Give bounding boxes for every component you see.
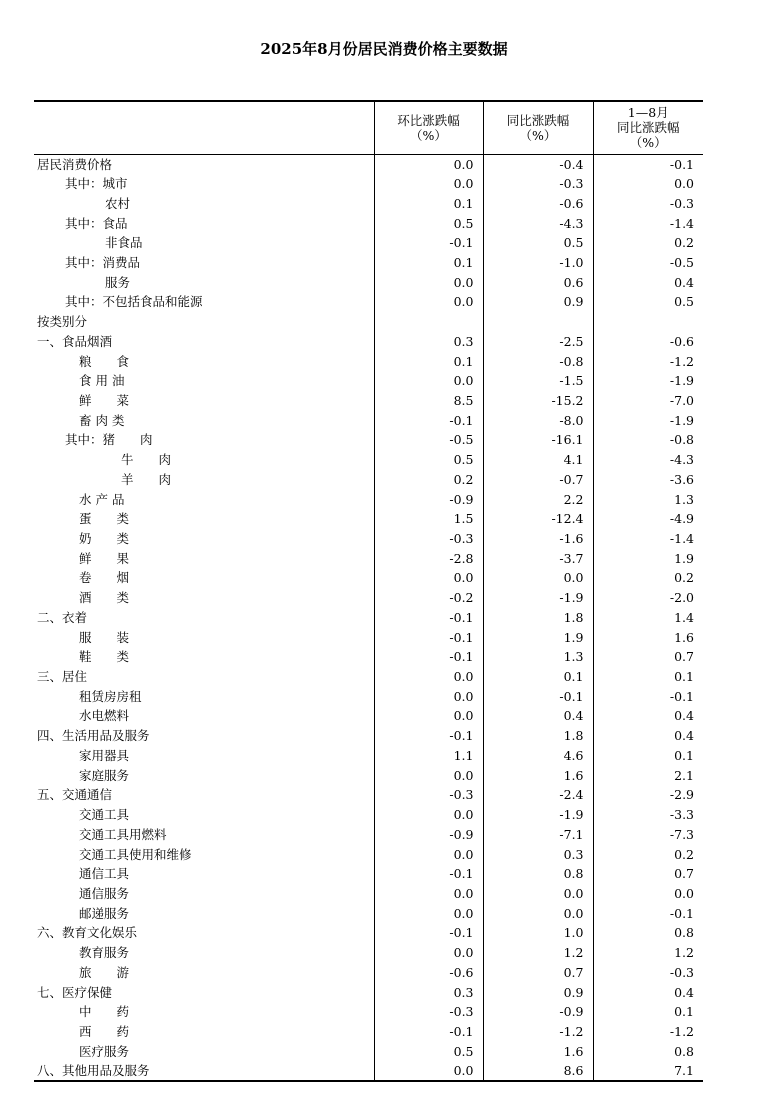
yoy-value: 4.1 (483, 450, 593, 470)
row-label: 奶 类 (79, 531, 130, 547)
cpi-table (34, 100, 703, 1082)
ytd-value: -1.4 (593, 529, 703, 549)
row-label: 非食品 (105, 235, 143, 251)
table-row (34, 588, 703, 608)
table-row (34, 1002, 703, 1022)
yoy-value: -0.4 (483, 154, 593, 174)
row-label: 交通工具使用和维修 (79, 846, 192, 862)
header-yoy-unit: （%） (519, 127, 557, 143)
table-row (34, 312, 703, 332)
table-row (34, 982, 703, 1002)
row-label: 医疗服务 (79, 1043, 130, 1059)
table-row (34, 233, 703, 253)
table-row (34, 844, 703, 864)
row-label: 交通工具 (79, 807, 130, 823)
yoy-value: 2.2 (483, 489, 593, 509)
ytd-value: 0.8 (593, 923, 703, 943)
mom-value: 0.0 (374, 765, 483, 785)
ytd-value: 1.3 (593, 489, 703, 509)
table-row (34, 548, 703, 568)
mom-value: -0.6 (374, 962, 483, 982)
row-label: 五、交通通信 (37, 787, 113, 803)
ytd-value: 0.2 (593, 233, 703, 253)
yoy-value: 0.7 (483, 962, 593, 982)
yoy-value: -1.9 (483, 805, 593, 825)
mom-value: -0.1 (374, 627, 483, 647)
table-row (34, 686, 703, 706)
mom-value: 0.0 (374, 667, 483, 687)
table-row (34, 529, 703, 549)
yoy-value: -0.3 (483, 174, 593, 194)
ytd-value: -7.3 (593, 824, 703, 844)
ytd-value: -3.3 (593, 805, 703, 825)
mom-value: 0.0 (374, 272, 483, 292)
ytd-value: -0.3 (593, 962, 703, 982)
row-label: 家用器具 (79, 747, 130, 763)
table-row (34, 884, 703, 904)
row-label: 四、生活用品及服务 (37, 728, 150, 744)
yoy-value: -12.4 (483, 509, 593, 529)
mom-value: -0.1 (374, 726, 483, 746)
mom-value: 0.5 (374, 213, 483, 233)
ytd-value: 0.5 (593, 292, 703, 312)
table-row (34, 706, 703, 726)
yoy-value: 0.1 (483, 667, 593, 687)
row-label: 鲜 果 (79, 550, 130, 566)
row-label: 服务 (105, 274, 131, 290)
table-row (34, 450, 703, 470)
row-label: 三、居住 (37, 669, 88, 685)
table-row (34, 391, 703, 411)
mom-value: -2.8 (374, 548, 483, 568)
table-row (34, 1022, 703, 1042)
ytd-value: 1.9 (593, 548, 703, 568)
yoy-value: 4.6 (483, 746, 593, 766)
yoy-value: 8.6 (483, 1061, 593, 1081)
yoy-value: -0.8 (483, 351, 593, 371)
header-ytd-period: 1—8月 (627, 105, 669, 121)
mom-value: -0.1 (374, 608, 483, 628)
mom-value: 1.5 (374, 509, 483, 529)
ytd-value: 0.4 (593, 982, 703, 1002)
table-row (34, 903, 703, 923)
row-label: 按类别分 (37, 314, 88, 330)
header-yoy (483, 101, 593, 154)
ytd-value: 2.1 (593, 765, 703, 785)
ytd-value: -2.0 (593, 588, 703, 608)
yoy-value: 1.6 (483, 1041, 593, 1061)
row-label: 卷 烟 (79, 570, 130, 586)
ytd-value: -0.1 (593, 903, 703, 923)
mom-value: 0.0 (374, 686, 483, 706)
mom-value: 0.3 (374, 982, 483, 1002)
row-label: 服 装 (79, 629, 130, 645)
row-label: 水电燃料 (79, 708, 130, 724)
mom-value: -0.5 (374, 430, 483, 450)
row-label: 西 药 (79, 1023, 130, 1039)
header-mom-title: 环比涨跌幅 (397, 112, 460, 128)
table-row (34, 174, 703, 194)
table-row (34, 1041, 703, 1061)
ytd-value: 7.1 (593, 1061, 703, 1081)
row-label: 鞋 类 (79, 649, 130, 665)
table-row (34, 647, 703, 667)
row-label: 二、衣着 (37, 609, 88, 625)
row-label: 居民消费价格 (37, 156, 113, 172)
yoy-value: -15.2 (483, 391, 593, 411)
yoy-value: 0.0 (483, 568, 593, 588)
ytd-value: 1.4 (593, 608, 703, 628)
yoy-value (483, 312, 593, 332)
row-label: 酒 类 (79, 590, 130, 606)
mom-value: -0.3 (374, 785, 483, 805)
mom-value: -0.1 (374, 1022, 483, 1042)
mom-value: -0.9 (374, 489, 483, 509)
yoy-value: 1.0 (483, 923, 593, 943)
row-label: 食 用 油 (79, 373, 125, 389)
ytd-value: -0.3 (593, 193, 703, 213)
mom-value: 0.0 (374, 706, 483, 726)
mom-value: -0.3 (374, 1002, 483, 1022)
ytd-value: -4.3 (593, 450, 703, 470)
table-row (34, 805, 703, 825)
table-row (34, 253, 703, 273)
ytd-value (593, 312, 703, 332)
table-row (34, 351, 703, 371)
mom-value: 1.1 (374, 746, 483, 766)
yoy-value: 1.8 (483, 726, 593, 746)
row-label: 其中：城市 (65, 176, 128, 192)
yoy-value: -0.6 (483, 193, 593, 213)
yoy-value: -1.6 (483, 529, 593, 549)
table-row (34, 824, 703, 844)
row-label: 粮 食 (79, 353, 130, 369)
table-row (34, 864, 703, 884)
yoy-value: 0.9 (483, 982, 593, 1002)
header-mom-unit: （%） (410, 127, 447, 143)
table-row (34, 667, 703, 687)
ytd-value: -0.5 (593, 253, 703, 273)
yoy-value: 1.8 (483, 608, 593, 628)
mom-value: 0.0 (374, 371, 483, 391)
yoy-value: 0.6 (483, 272, 593, 292)
table-row (34, 272, 703, 292)
ytd-value: -3.6 (593, 470, 703, 490)
table-row (34, 943, 703, 963)
mom-value: -0.1 (374, 410, 483, 430)
mom-value: -0.1 (374, 647, 483, 667)
table-row (34, 410, 703, 430)
ytd-value: -4.9 (593, 509, 703, 529)
table-row (34, 430, 703, 450)
ytd-value: -0.8 (593, 430, 703, 450)
table-row (34, 726, 703, 746)
table-row (34, 923, 703, 943)
table-body (34, 154, 703, 1081)
row-label: 畜 肉 类 (79, 412, 125, 428)
yoy-value: -1.9 (483, 588, 593, 608)
row-label: 八、其他用品及服务 (34, 1061, 374, 1081)
yoy-value: 1.9 (483, 627, 593, 647)
yoy-value: -8.0 (483, 410, 593, 430)
mom-value: 0.0 (374, 884, 483, 904)
row-label: 农村 (105, 195, 131, 211)
mom-value: 0.0 (374, 1061, 483, 1081)
ytd-value: 0.1 (593, 667, 703, 687)
ytd-value: 1.2 (593, 943, 703, 963)
mom-value (374, 312, 483, 332)
yoy-value: -1.0 (483, 253, 593, 273)
ytd-value: 0.4 (593, 272, 703, 292)
row-label: 交通工具用燃料 (79, 826, 167, 842)
mom-value: -0.2 (374, 588, 483, 608)
header-row (34, 101, 703, 154)
ytd-value: -0.6 (593, 331, 703, 351)
table-row (34, 193, 703, 213)
table-row (34, 470, 703, 490)
row-label: 其中：不包括食品和能源 (65, 294, 203, 310)
yoy-value: 0.0 (483, 903, 593, 923)
mom-value: 0.1 (374, 351, 483, 371)
mom-value: 0.5 (374, 1041, 483, 1061)
mom-value: 0.3 (374, 331, 483, 351)
row-label: 其中：消费品 (65, 254, 141, 270)
mom-value: 8.5 (374, 391, 483, 411)
ytd-value: 0.2 (593, 844, 703, 864)
table-row (34, 509, 703, 529)
row-label: 通信工具 (79, 866, 130, 882)
row-label: 其中：食品 (65, 215, 128, 231)
page-title: 2025年8月份居民消费价格主要数据 (260, 40, 508, 58)
ytd-value: -7.0 (593, 391, 703, 411)
yoy-value: 0.8 (483, 864, 593, 884)
yoy-value: -1.5 (483, 371, 593, 391)
ytd-value: 0.1 (593, 746, 703, 766)
ytd-value: 0.1 (593, 1002, 703, 1022)
row-label: 通信服务 (79, 885, 130, 901)
row-label: 中 药 (79, 1004, 130, 1020)
mom-value: 0.0 (374, 292, 483, 312)
row-label: 租赁房房租 (79, 688, 142, 704)
header-ytd (593, 101, 703, 154)
header-yoy-title: 同比涨跌幅 (506, 112, 570, 128)
mom-value: -0.9 (374, 824, 483, 844)
table-row (34, 154, 703, 174)
mom-value: 0.0 (374, 903, 483, 923)
row-label: 一、食品烟酒 (37, 333, 113, 349)
mom-value: 0.0 (374, 174, 483, 194)
yoy-value: 0.0 (483, 884, 593, 904)
mom-value: 0.5 (374, 450, 483, 470)
row-label: 羊 肉 (121, 471, 172, 487)
mom-value: 0.1 (374, 253, 483, 273)
table-row (34, 785, 703, 805)
table-row (34, 371, 703, 391)
table-row (34, 292, 703, 312)
mom-value: -0.3 (374, 529, 483, 549)
row-label: 鲜 菜 (79, 392, 130, 408)
row-label: 旅 游 (79, 964, 130, 980)
yoy-value: 1.6 (483, 765, 593, 785)
ytd-value: -1.4 (593, 213, 703, 233)
yoy-value: 0.3 (483, 844, 593, 864)
row-label: 六、教育文化娱乐 (37, 925, 138, 941)
ytd-value: 0.8 (593, 1041, 703, 1061)
yoy-value: 0.4 (483, 706, 593, 726)
ytd-value: 0.7 (593, 647, 703, 667)
mom-value: 0.0 (374, 805, 483, 825)
yoy-value: -1.2 (483, 1022, 593, 1042)
ytd-value: 0.0 (593, 174, 703, 194)
ytd-value: -1.9 (593, 410, 703, 430)
yoy-value: -0.9 (483, 1002, 593, 1022)
mom-value: 0.0 (374, 568, 483, 588)
mom-value: 0.0 (374, 154, 483, 174)
yoy-value: 0.9 (483, 292, 593, 312)
row-label: 家庭服务 (79, 767, 130, 783)
ytd-value: 0.7 (593, 864, 703, 884)
row-label: 教育服务 (79, 945, 130, 961)
yoy-value: -0.7 (483, 470, 593, 490)
row-label: 其中：猪 肉 (65, 432, 153, 448)
yoy-value: 1.3 (483, 647, 593, 667)
row-label: 七、医疗保健 (37, 984, 113, 1000)
ytd-value: 0.4 (593, 706, 703, 726)
ytd-value: -1.2 (593, 1022, 703, 1042)
row-label: 牛 肉 (121, 452, 172, 468)
yoy-value: -0.1 (483, 686, 593, 706)
header-ytd-unit: （%） (629, 135, 667, 151)
table-row (34, 608, 703, 628)
ytd-value: 0.2 (593, 568, 703, 588)
mom-value: -0.1 (374, 864, 483, 884)
table-row (34, 962, 703, 982)
header-label-column (34, 101, 374, 154)
table-row (34, 568, 703, 588)
ytd-value: -2.9 (593, 785, 703, 805)
yoy-value: -16.1 (483, 430, 593, 450)
ytd-value: -1.9 (593, 371, 703, 391)
table-row (34, 489, 703, 509)
mom-value: 0.0 (374, 943, 483, 963)
table-row (34, 1061, 703, 1081)
yoy-value: -4.3 (483, 213, 593, 233)
table-row (34, 627, 703, 647)
mom-value: -0.1 (374, 923, 483, 943)
ytd-value: -0.1 (593, 154, 703, 174)
yoy-value: -7.1 (483, 824, 593, 844)
row-label: 水 产 品 (79, 491, 125, 507)
row-label: 邮递服务 (79, 905, 130, 921)
table-header (34, 101, 703, 154)
row-label: 蛋 类 (79, 511, 130, 527)
table-row (34, 331, 703, 351)
yoy-value: -2.5 (483, 331, 593, 351)
ytd-value: -1.2 (593, 351, 703, 371)
ytd-value: 0.4 (593, 726, 703, 746)
yoy-value: -2.4 (483, 785, 593, 805)
ytd-value: 1.6 (593, 627, 703, 647)
header-ytd-title: 同比涨跌幅 (616, 120, 680, 136)
header-mom (374, 101, 483, 154)
ytd-value: -0.1 (593, 686, 703, 706)
mom-value: -0.1 (374, 233, 483, 253)
ytd-value: 0.0 (593, 884, 703, 904)
yoy-value: 0.5 (483, 233, 593, 253)
yoy-value: -3.7 (483, 548, 593, 568)
mom-value: 0.0 (374, 844, 483, 864)
table-row (34, 746, 703, 766)
table-row (34, 765, 703, 785)
table-row (34, 213, 703, 233)
yoy-value: 1.2 (483, 943, 593, 963)
mom-value: 0.1 (374, 193, 483, 213)
mom-value: 0.2 (374, 470, 483, 490)
